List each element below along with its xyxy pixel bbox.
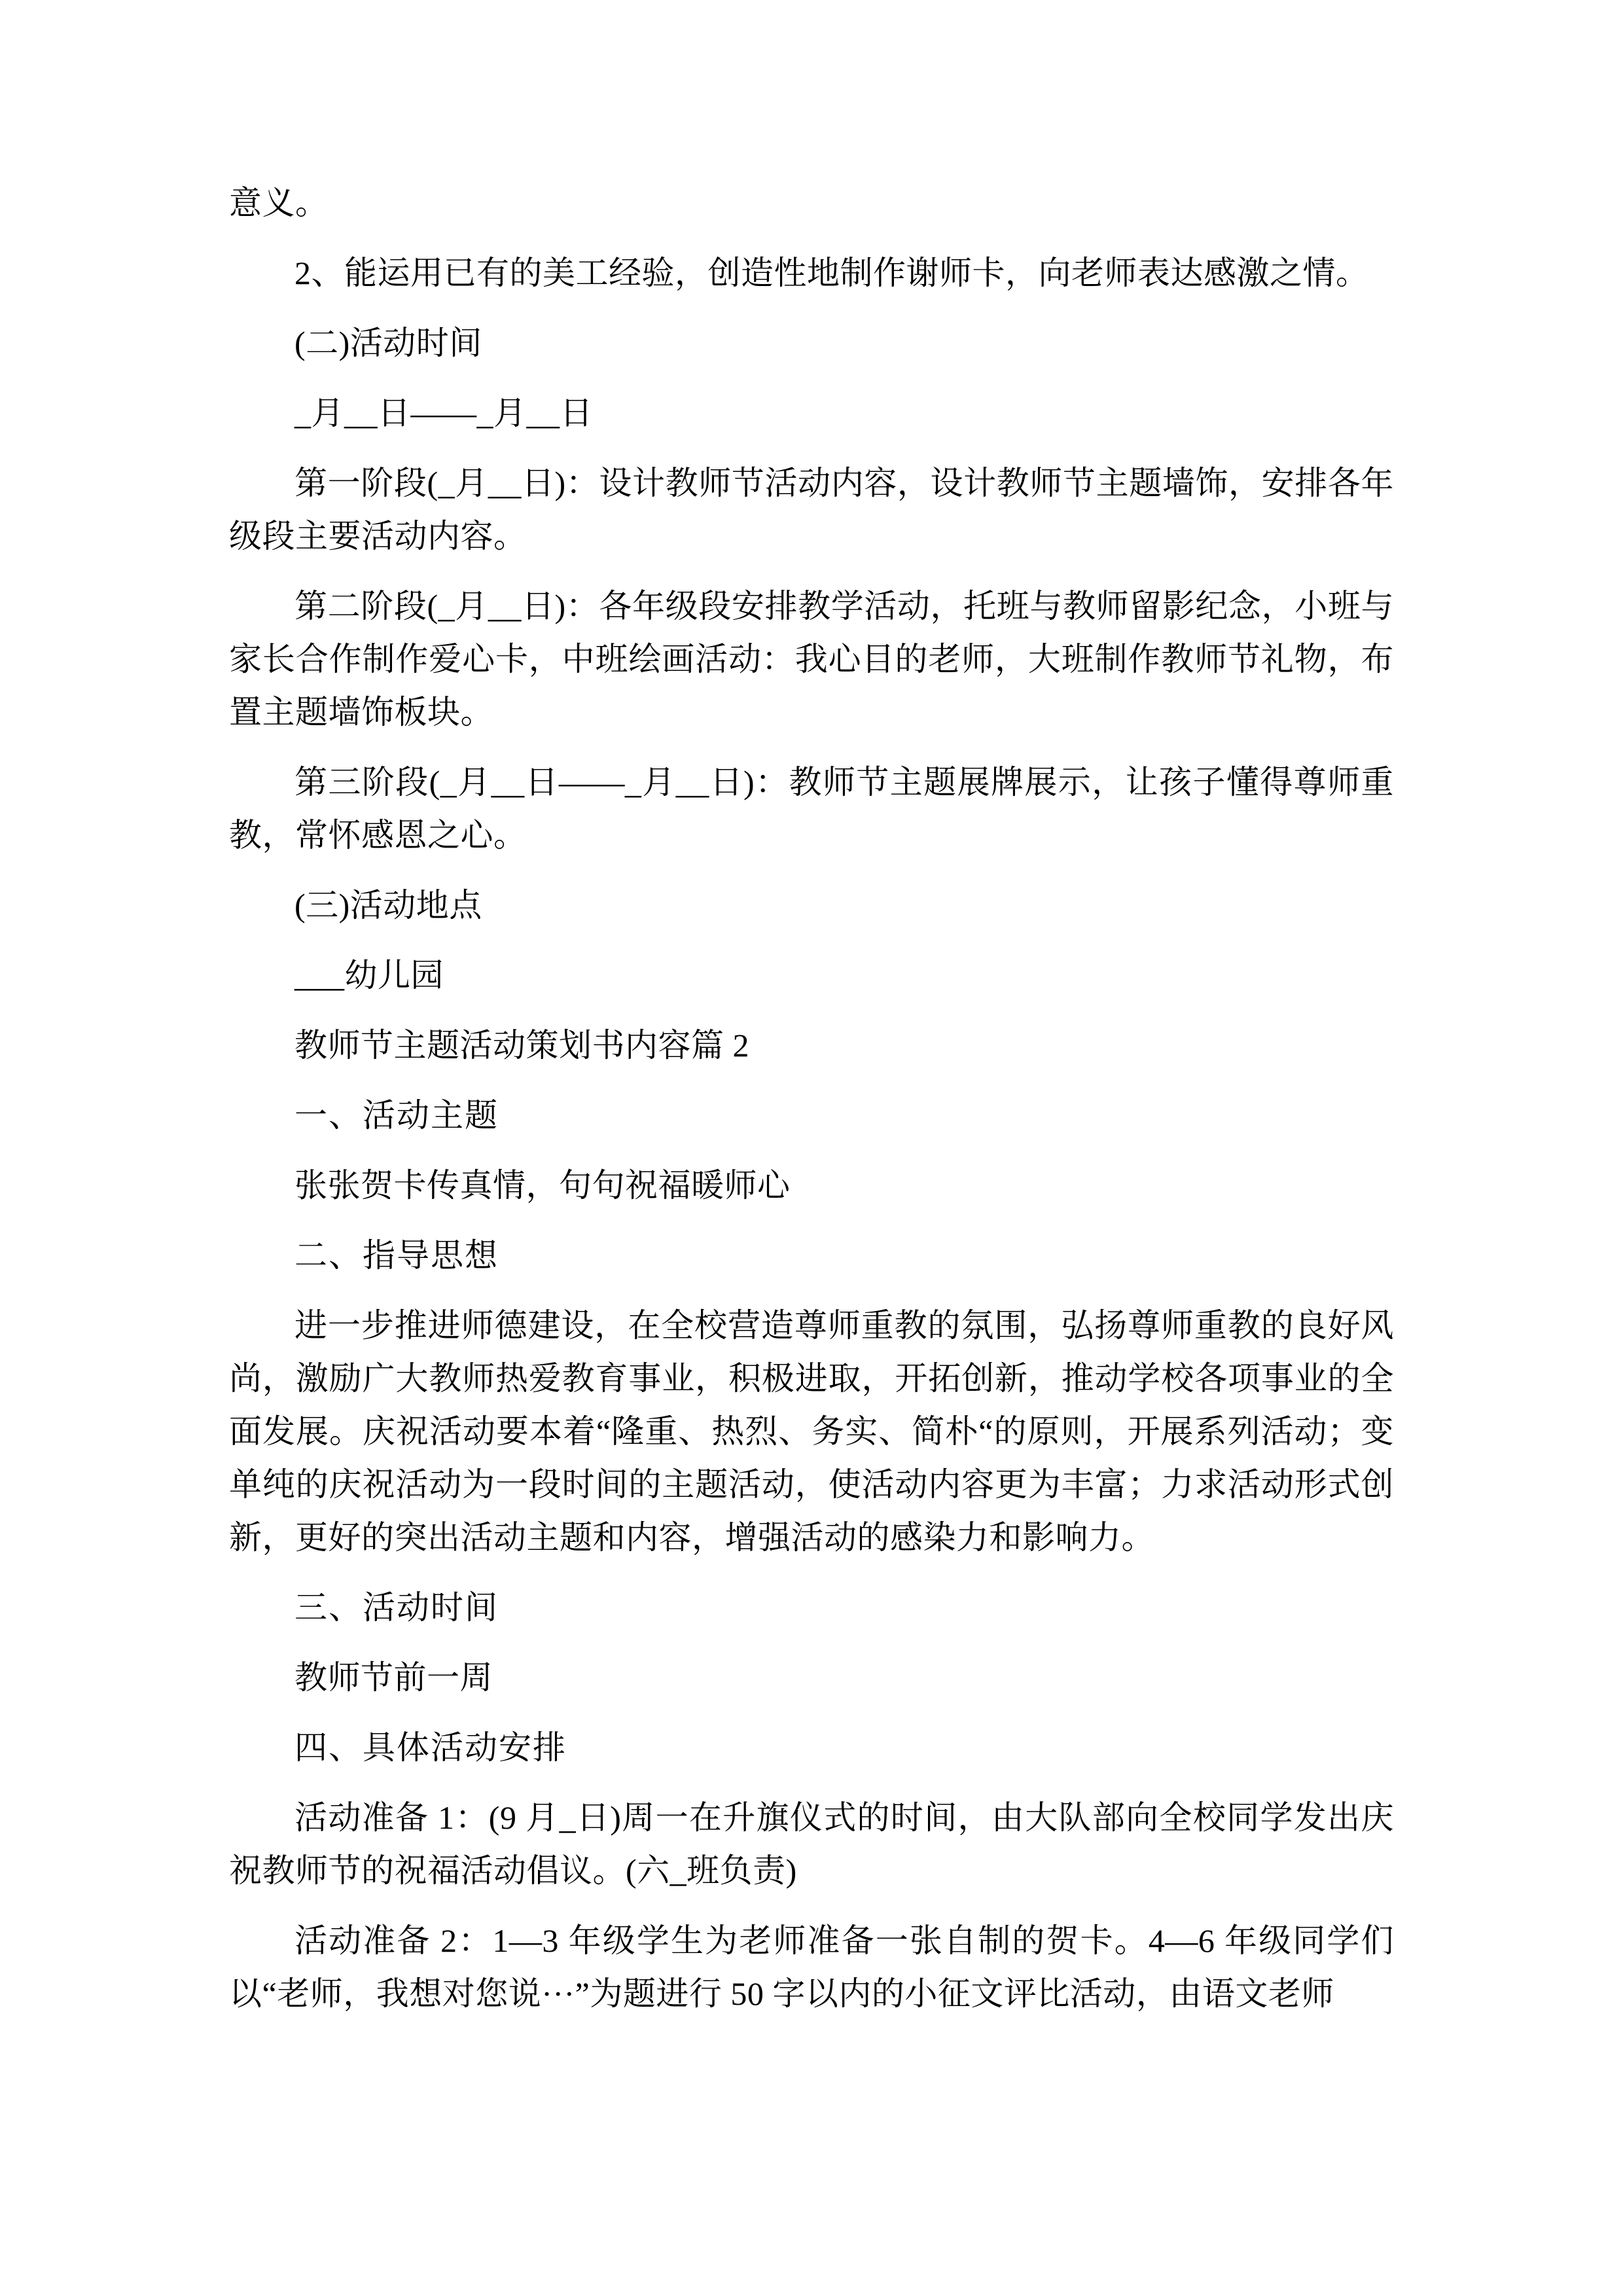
- para-prep-1: 活动准备 1：(9 月_日)周一在升旗仪式的时间，由大队部向全校同学发出庆祝教师节的祝福活动倡议。(六_班负责): [229, 1799, 1394, 1889]
- para-meaning-tail: 意义。: [229, 185, 329, 221]
- para-section-three-title: (三)活动地点: [294, 887, 482, 924]
- para-heading-arrangement: 四、具体活动安排: [294, 1729, 567, 1766]
- para-theme-content: 张张贺卡传真情，句句祝福暖师心: [294, 1167, 791, 1204]
- para-location: ___幼儿园: [294, 957, 444, 994]
- para-heading-activity-time: 三、活动时间: [294, 1589, 499, 1626]
- para-prep-2: 活动准备 2：1—3 年级学生为老师准备一张自制的贺卡。4—6 年级同学们以“老师，我想对您说···”为题进行 50 字以内的小征文评比活动，由语文老师: [229, 1922, 1394, 2012]
- para-guiding-content: 进一步推进师德建设，在全校营造尊师重教的氛围，弘扬尊师重教的良好风尚，激励广大教师热爱教育事业，积极进取，开拓创新，推动学校各项事业的全面发展。庆祝活动要本着“隆重、热烈、务实、简朴“的原则，开展系列活动；变单纯的庆祝活动为一段时间的主题活动，使活动内容更为丰富；力求活动形式创新，更好的突出活动主题和内容，增强活动的感染力和影响力。: [229, 1307, 1394, 1556]
- para-section-two-title: (二)活动时间: [294, 325, 482, 361]
- para-time-content: 教师节前一周: [294, 1659, 493, 1696]
- para-objective-2: 2、能运用已有的美工经验，创造性地制作谢师卡，向老师表达感激之情。: [294, 255, 1369, 291]
- para-heading-guiding-thought: 二、指导思想: [294, 1237, 499, 1274]
- document-body: [229, 177, 1394, 2020]
- para-stage-two: 第二阶段(_月__日)：各年级段安排教学活动，托班与教师留影纪念，小班与家长合作制作爱心卡，中班绘画活动：我心目的老师，大班制作教师节礼物，布置主题墙饰板块。: [229, 588, 1394, 730]
- para-stage-one: 第一阶段(_月__日)：设计教师节活动内容，设计教师节主题墙饰，安排各年级段主要活动内容。: [229, 465, 1394, 554]
- para-article-title-2: 教师节主题活动策划书内容篇 2: [294, 1027, 749, 1064]
- para-stage-three: 第三阶段(_月__日——_月__日)：教师节主题展牌展示，让孩子懂得尊师重教，常怀感恩之心。: [229, 764, 1394, 853]
- para-date-range: _月__日——_月__日: [294, 395, 593, 431]
- para-heading-activity-theme: 一、活动主题: [294, 1097, 499, 1134]
